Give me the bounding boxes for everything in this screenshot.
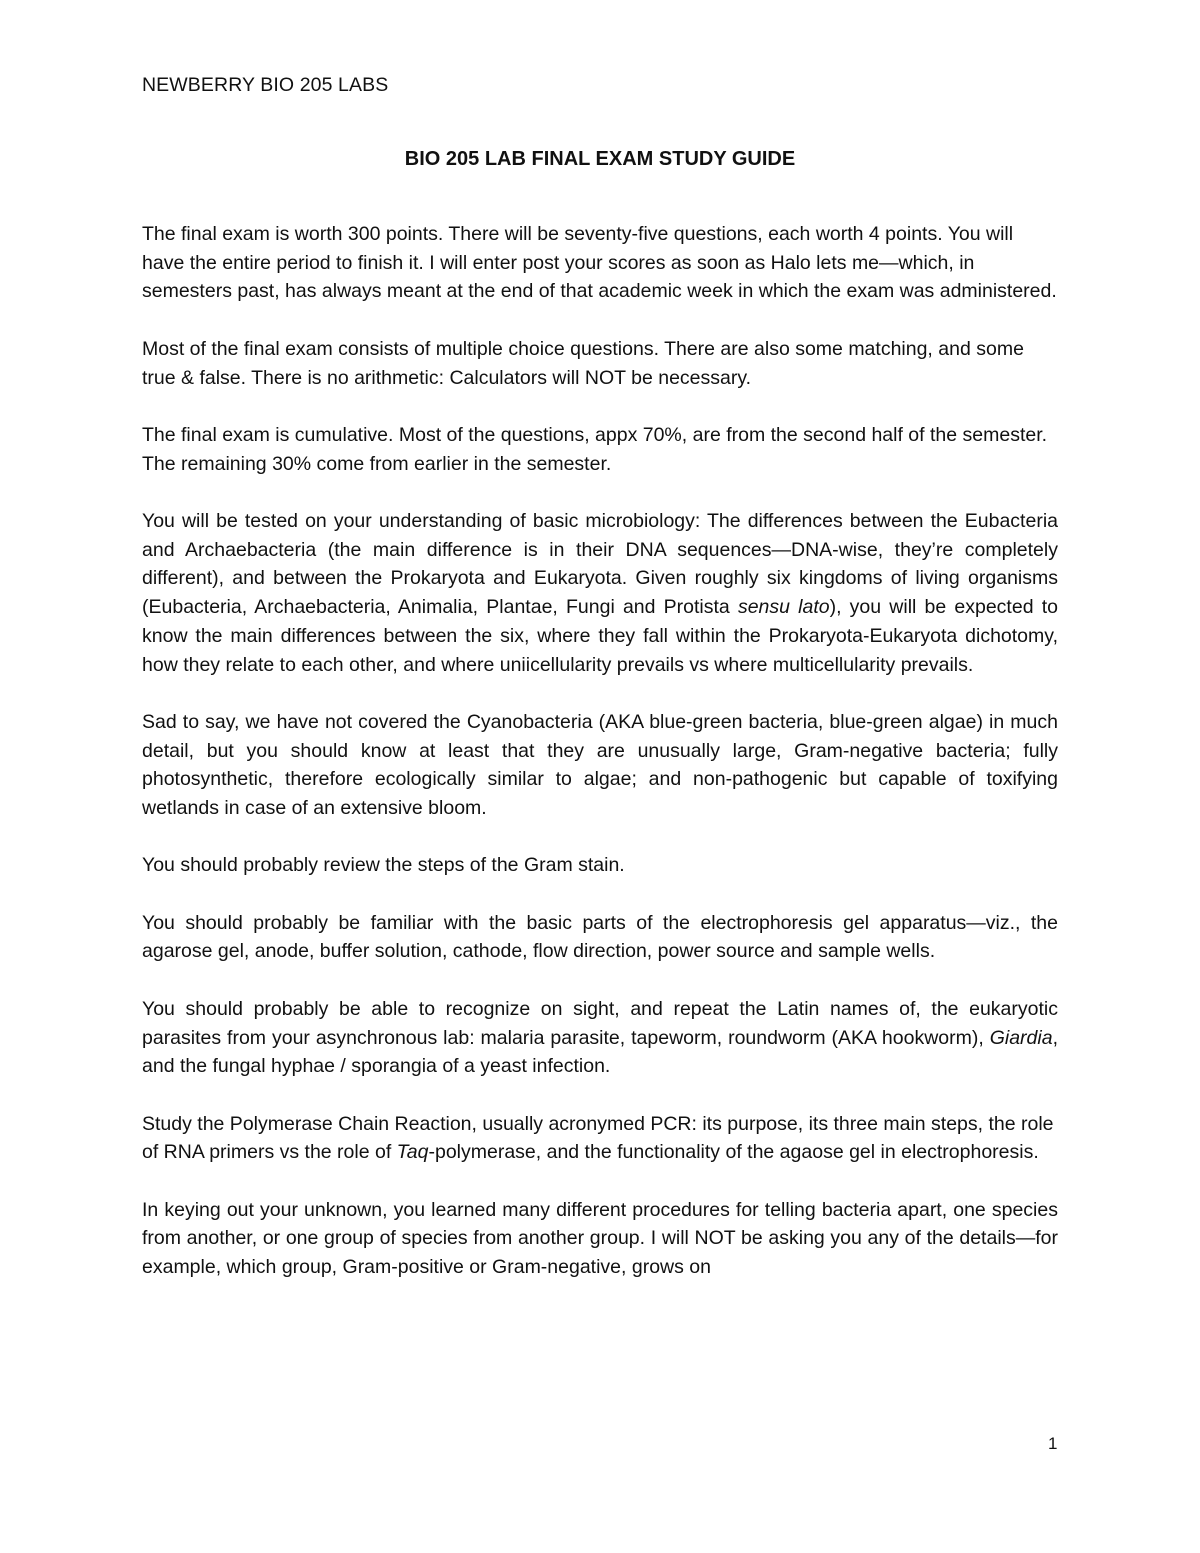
page-header: NEWBERRY BIO 205 LABS	[142, 74, 389, 96]
document-body	[142, 220, 1058, 1282]
paragraph-parasites-italic: Giardia	[989, 1026, 1053, 1049]
paragraph-gram-stain: You should probably review the steps of the Gram stain.	[142, 854, 625, 877]
paragraph-parasites-part-2: , and the fungal hyphae / sporangia of a yeast infection.	[142, 1026, 1058, 1078]
paragraph-pcr	[142, 1110, 1058, 1167]
paragraph-cyanobacteria: Sad to say, we have not covered the Cyanobacteria (AKA blue-green bacteria, blue-green algae) in much detail, but you should know at least that they are unusually large, Gram-negative bacteria; fully photosynthetic, therefore ecologically similar to algae; and non-pathogenic but capable of toxifying wetlands in case of an extensive bloom.	[142, 710, 1058, 819]
page-number: 1	[1048, 1434, 1058, 1453]
paragraph-parasites	[142, 995, 1058, 1081]
paragraph-unknown: In keying out your unknown, you learned many different procedures for telling bacteria apart, one species from another, or one group of species from another group. I will NOT be asking you any of the details—for example, which group, Gram-positive or Gram-negative, grows on	[142, 1198, 1058, 1279]
paragraph-microbiology-italic: sensu lato	[737, 596, 830, 619]
paragraph-microbiology	[142, 507, 1058, 679]
document-title: BIO 205 LAB FINAL EXAM STUDY GUIDE	[404, 148, 796, 170]
paragraph-microbiology-part-2: ), you will be expected to know the main differences between the six, where they fall within the Prokaryota-Eukaryota dichotomy, how they relate to each other, and where uniicellularity prevails vs where multicellularity prevails.	[142, 596, 1058, 676]
paragraph-question-types: Most of the final exam consists of multiple choice questions. There are also some matching, and some true & false. There is no arithmetic: Calculators will NOT be necessary.	[142, 337, 1024, 389]
paragraph-pcr-part-2: -polymerase, and the functionality of the agaose gel in electrophoresis.	[428, 1141, 1039, 1164]
paragraph-microbiology-part-1: You will be tested on your understanding of basic microbiology: The differences between the Eubacteria and Archaebacteria (the main difference is in their DNA sequences—DNA-wise, they’re completely different), and between the Prokaryota and Eukaryota. Given roughly six kingdoms of living organisms (Eubacteria, Archaebacteria, Animalia, Plantae, Fungi and Protista	[142, 509, 1058, 619]
paragraph-electrophoresis: You should probably be familiar with the basic parts of the electrophoresis gel apparatus—viz., the agarose gel, anode, buffer solution, cathode, flow direction, power source and sample wells.	[142, 911, 1058, 963]
paragraph-cumulative: The final exam is cumulative. Most of the questions, appx 70%, are from the second half of the semester. The remaining 30% come from earlier in the semester.	[142, 423, 1048, 475]
paragraph-pcr-part-1: Study the Polymerase Chain Reaction, usually acronymed PCR: its purpose, its three main steps, the role of RNA primers vs the role of	[142, 1112, 1054, 1164]
paragraph-pcr-italic: Taq	[396, 1141, 429, 1164]
paragraph-exam-format: The final exam is worth 300 points. There will be seventy-five questions, each worth 4 points. You will have the entire period to finish it. I will enter post your scores as soon as Halo lets me—which, in semesters past, has always meant at the end of that academic week in which the exam was administered.	[142, 223, 1057, 303]
paragraph-parasites-part-1: You should probably be able to recognize on sight, and repeat the Latin names of, the eukaryotic parasites from your asynchronous lab: malaria parasite, tapeworm, roundworm (AKA hookworm),	[142, 997, 1058, 1049]
